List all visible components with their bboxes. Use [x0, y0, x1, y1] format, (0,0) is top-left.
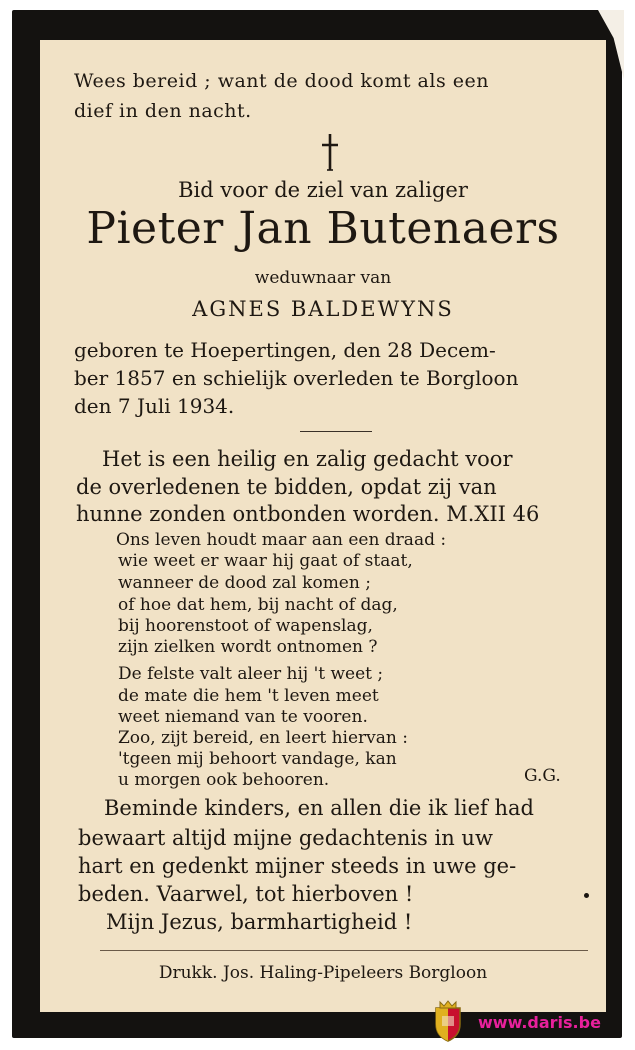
intro-line-2: dief in den nacht. [74, 100, 252, 122]
deceased-name: Pieter Jan Butenaers [86, 203, 560, 254]
prayer-line-3: hunne zonden ontbonden worden. M.XII 46 [76, 502, 540, 526]
poem-line-5: bij hoorenstoot of wapenslag, [118, 616, 373, 636]
cross-icon [320, 132, 340, 172]
poem-line-8: de mate die hem 't leven meet [118, 686, 379, 706]
farewell-line-5: Mijn Jezus, barmhartigheid ! [106, 910, 413, 934]
poem-line-6: zijn zielken wordt ontnomen ? [118, 637, 378, 657]
farewell-line-1: Beminde kinders, en allen die ik lief had [104, 796, 534, 820]
intro-line-1: Wees bereid ; want de dood komt als een [74, 70, 489, 92]
prayer-line-1: Het is een heilig en zalig gedacht voor [102, 447, 513, 471]
farewell-line-4: beden. Vaarwel, tot hierboven ! [78, 882, 414, 906]
poem-line-11: 'tgeen mij behoort vandage, kan [118, 749, 397, 769]
poem-line-10: Zoo, zijt bereid, en leert hiervan : [118, 728, 408, 748]
bottom-divider [100, 950, 588, 951]
printer-imprint: Drukk. Jos. Haling-Pipeleers Borgloon [158, 963, 488, 983]
poem-line-12: u morgen ook behooren. [118, 770, 330, 790]
poem-line-4: of hoe dat hem, bij nacht of dag, [118, 595, 398, 615]
prayer-request: Bid voor de ziel van zaliger [178, 178, 468, 202]
divider [300, 431, 372, 432]
poem-signature: G.G. [524, 766, 561, 786]
widower-of-label: weduwnaar van [254, 268, 392, 288]
farewell-line-2: bewaart altijd mijne gedachtenis in uw [78, 826, 493, 850]
bio-line-2: ber 1857 en schielijk overleden te Borgloon [74, 366, 519, 390]
coat-of-arms-icon [432, 1000, 464, 1042]
bio-line-3: den 7 Juli 1934. [74, 394, 235, 418]
poem-line-1: Ons leven houdt maar aan een draad : [116, 530, 447, 550]
watermark-text: www.daris.be [478, 1013, 601, 1032]
farewell-line-3: hart en gedenkt mijner steeds in uwe ge- [78, 854, 517, 878]
bio-line-1: geboren te Hoepertingen, den 28 Decem- [74, 338, 496, 362]
ink-dot [584, 893, 589, 898]
poem-line-9: weet niemand van te vooren. [118, 707, 368, 727]
poem-line-2: wie weet er waar hij gaat of staat, [118, 551, 413, 571]
prayer-line-2: de overledenen te bidden, opdat zij van [76, 475, 497, 499]
poem-line-7: De felste valt aleer hij 't weet ; [118, 664, 384, 684]
poem-line-3: wanneer de dood zal komen ; [118, 573, 371, 593]
spouse-name: AGNES BALDEWYNS [192, 297, 454, 321]
